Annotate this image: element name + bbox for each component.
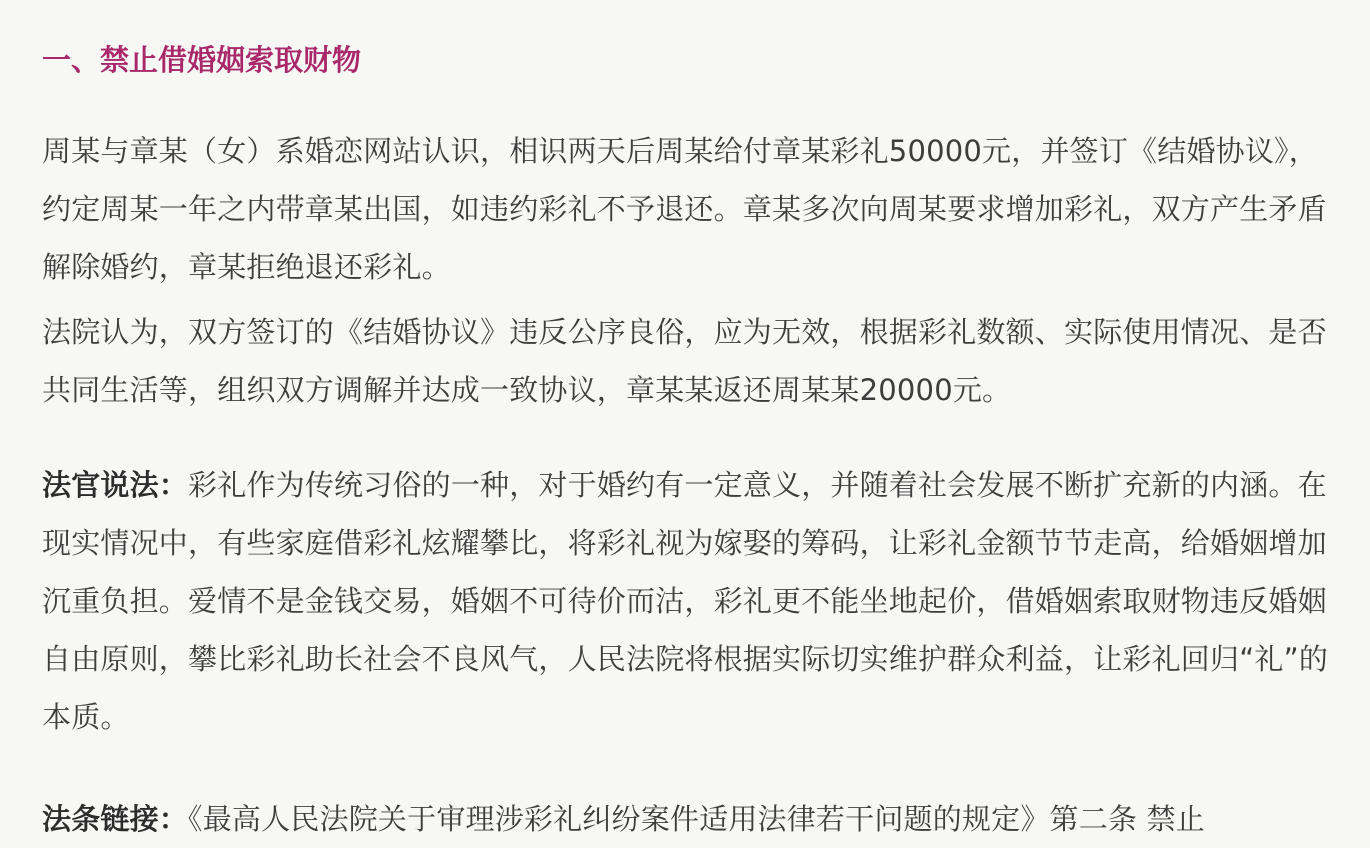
judge-comment-text: 彩礼作为传统习俗的一种，对于婚约有一定意义，并随着社会发展不断扩充新的内涵。在现实情况中，有些家庭借彩礼炫耀攀比，将彩礼视为嫁娶的筹码，让彩礼金额节节走高，给婚姻增加沉重负担。爱情不是金钱交易，婚姻不可待价而沽，彩礼更不能坐地起价，借婚姻索取财物违反婚姻自由原则，攀比彩礼助长社会不良风气，人民法院将根据实际切实维护群众利益，让彩礼回归“礼”的本质。 [42, 468, 1329, 734]
judge-comment-label: 法官说法： [42, 468, 189, 502]
case-paragraph-facts: 周某与章某（女）系婚恋网站认识，相识两天后周某给付章某彩礼50000元，并签订《结婚协议》，约定周某一年之内带章某出国，如违约彩礼不予退还。章某多次向周某要求增加彩礼，双方产生矛盾解除婚约，章某拒绝退还彩礼。 [42, 134, 1327, 284]
law-link-text: 《最高人民法院关于审理涉彩礼纠纷案件适用法律若干问题的规定》第二条 禁止 [188, 802, 1205, 836]
law-link-label: 法条链接： [42, 802, 189, 836]
judge-comment-paragraph [42, 456, 1332, 746]
law-link-paragraph [42, 790, 1332, 848]
case-paragraph-ruling: 法院认为，双方签订的《结婚协议》违反公序良俗，应为无效，根据彩礼数额、实际使用情况、是否共同生活等，组织双方调解并达成一致协议，章某某返还周某某20000元。 [42, 315, 1327, 407]
section-heading: 一、禁止借婚姻索取财物 [42, 43, 362, 77]
